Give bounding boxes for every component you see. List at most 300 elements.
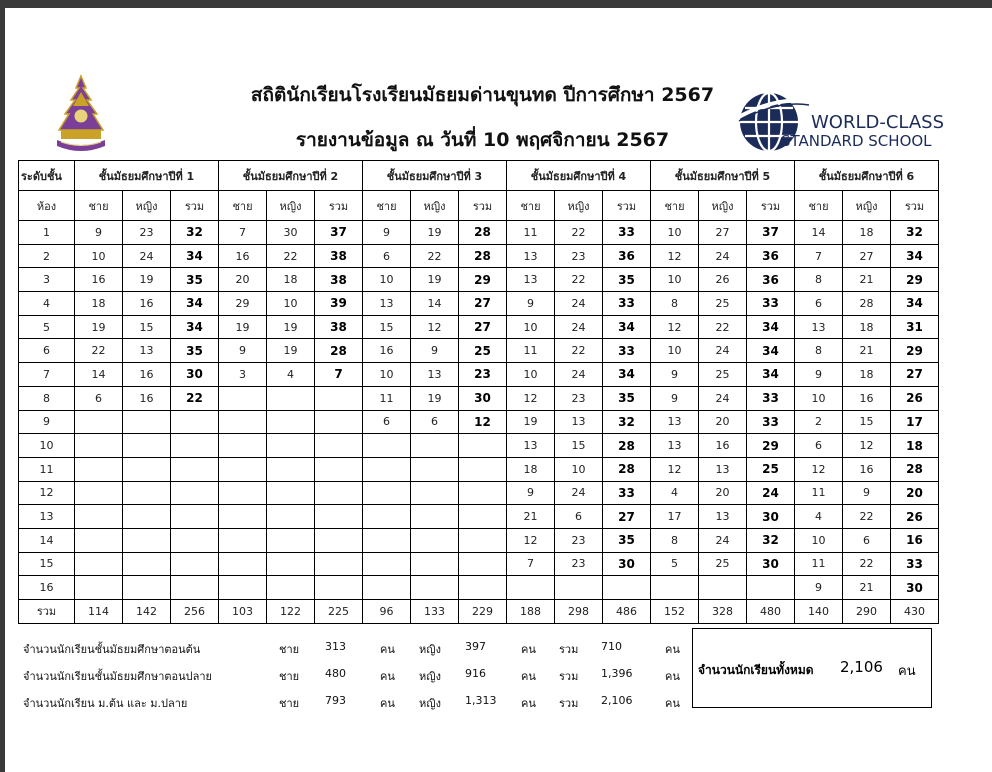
table-cell: 6 <box>795 292 843 316</box>
table-cell <box>75 434 123 458</box>
subheader-row <box>19 191 939 221</box>
document-page <box>5 8 992 772</box>
table-cell: 6 <box>795 434 843 458</box>
male-label: ชาย <box>279 643 300 656</box>
table-cell: 22 <box>555 221 603 245</box>
table-cell <box>459 457 507 481</box>
table-cell <box>219 410 267 434</box>
page-title: สถิตินักเรียนโรงเรียนมัธยมด่านขุนทด ปีการศึกษา 2567 <box>250 84 715 106</box>
total-cell: 229 <box>459 600 507 624</box>
table-cell: 36 <box>603 244 651 268</box>
table-row <box>19 552 939 576</box>
report-date-subtitle: รายงานข้อมูล ณ วันที่ 10 พฤศจิกายน 2567 <box>295 129 670 151</box>
table-cell: 18 <box>843 315 891 339</box>
table-cell: 27 <box>459 315 507 339</box>
table-cell: 22 <box>843 505 891 529</box>
total-cell: 122 <box>267 600 315 624</box>
table-cell: 11 <box>507 221 555 245</box>
table-cell: 9 <box>411 339 459 363</box>
male-label: ชาย <box>279 697 300 710</box>
table-row <box>19 576 939 600</box>
table-cell: 10 <box>795 528 843 552</box>
room-number: 8 <box>19 386 75 410</box>
table-cell <box>459 434 507 458</box>
column-header: รวม <box>315 191 363 221</box>
table-cell: 20 <box>699 481 747 505</box>
table-cell: 19 <box>267 315 315 339</box>
table-cell <box>315 481 363 505</box>
table-cell: 23 <box>459 363 507 387</box>
table-cell: 16 <box>891 528 939 552</box>
column-header: รวม <box>459 191 507 221</box>
table-cell: 38 <box>315 315 363 339</box>
table-cell <box>315 552 363 576</box>
table-cell: 22 <box>555 339 603 363</box>
column-header: หญิง <box>411 191 459 221</box>
table-cell: 13 <box>555 410 603 434</box>
table-cell: 18 <box>891 434 939 458</box>
table-cell <box>267 457 315 481</box>
summary-label: จำนวนนักเรียนชั้นมัธยมศึกษาตอนปลาย <box>23 670 212 683</box>
total-cell: 142 <box>123 600 171 624</box>
table-cell: 23 <box>555 386 603 410</box>
table-cell: 4 <box>267 363 315 387</box>
table-cell <box>699 576 747 600</box>
table-cell: 10 <box>75 244 123 268</box>
column-header: ชาย <box>795 191 843 221</box>
table-cell: 19 <box>219 315 267 339</box>
table-cell <box>267 434 315 458</box>
unit-label: คน <box>380 670 395 683</box>
table-cell: 17 <box>891 410 939 434</box>
table-cell: 28 <box>603 457 651 481</box>
table-cell: 16 <box>699 434 747 458</box>
total-cell: 256 <box>171 600 219 624</box>
table-cell: 13 <box>411 363 459 387</box>
table-cell: 25 <box>699 552 747 576</box>
male-count: 793 <box>325 694 346 707</box>
table-cell: 11 <box>507 339 555 363</box>
summary-label: จำนวนนักเรียนชั้นมัธยมศึกษาตอนต้น <box>23 643 201 656</box>
table-cell: 24 <box>123 244 171 268</box>
table-cell: 34 <box>747 339 795 363</box>
table-cell: 16 <box>123 386 171 410</box>
table-cell <box>123 434 171 458</box>
table-cell <box>267 576 315 600</box>
table-row <box>19 315 939 339</box>
table-cell: 28 <box>459 244 507 268</box>
table-cell: 13 <box>507 268 555 292</box>
table-cell <box>315 457 363 481</box>
female-count: 916 <box>465 667 486 680</box>
table-cell: 24 <box>699 244 747 268</box>
table-cell: 15 <box>123 315 171 339</box>
table-row <box>19 292 939 316</box>
total-cell: 225 <box>315 600 363 624</box>
table-cell: 7 <box>315 363 363 387</box>
unit-label: คน <box>665 643 680 656</box>
table-cell: 17 <box>651 505 699 529</box>
table-cell: 9 <box>363 221 411 245</box>
unit-label: คน <box>521 643 536 656</box>
table-cell: 12 <box>507 528 555 552</box>
table-cell: 23 <box>555 528 603 552</box>
table-cell: 9 <box>651 386 699 410</box>
grand-total-value: 2,106 <box>840 658 883 676</box>
table-cell: 12 <box>795 457 843 481</box>
table-cell <box>363 434 411 458</box>
column-header: หญิง <box>555 191 603 221</box>
table-cell: 15 <box>555 434 603 458</box>
table-cell: 26 <box>699 268 747 292</box>
table-cell: 16 <box>843 457 891 481</box>
table-cell: 26 <box>891 386 939 410</box>
table-cell: 19 <box>123 268 171 292</box>
room-number: 6 <box>19 339 75 363</box>
table-cell: 15 <box>843 410 891 434</box>
table-cell <box>123 528 171 552</box>
total-cell: 140 <box>795 600 843 624</box>
table-cell: 25 <box>459 339 507 363</box>
table-cell: 9 <box>507 292 555 316</box>
table-cell: 29 <box>747 434 795 458</box>
table-cell: 10 <box>795 386 843 410</box>
table-cell <box>459 528 507 552</box>
table-cell: 12 <box>651 315 699 339</box>
table-cell: 23 <box>555 552 603 576</box>
table-cell: 16 <box>363 339 411 363</box>
table-cell: 28 <box>315 339 363 363</box>
table-cell: 14 <box>795 221 843 245</box>
table-cell: 34 <box>747 363 795 387</box>
male-count: 313 <box>325 640 346 653</box>
room-number: 2 <box>19 244 75 268</box>
male-count: 480 <box>325 667 346 680</box>
table-cell: 9 <box>75 221 123 245</box>
table-cell: 35 <box>603 528 651 552</box>
table-cell: 20 <box>891 481 939 505</box>
table-cell: 24 <box>699 386 747 410</box>
table-cell: 8 <box>795 268 843 292</box>
table-cell: 13 <box>507 244 555 268</box>
student-statistics-table <box>18 160 939 624</box>
table-cell: 10 <box>507 363 555 387</box>
table-cell: 25 <box>699 363 747 387</box>
logo-wordmark-line2: STANDARD SCHOOL <box>781 132 932 150</box>
table-cell <box>171 552 219 576</box>
female-label: หญิง <box>419 670 441 683</box>
column-header: รวม <box>171 191 219 221</box>
female-count: 1,313 <box>465 694 497 707</box>
table-cell: 19 <box>411 221 459 245</box>
total-cell: 103 <box>219 600 267 624</box>
table-cell <box>363 457 411 481</box>
table-cell: 10 <box>363 268 411 292</box>
table-cell: 10 <box>651 268 699 292</box>
table-cell <box>363 505 411 529</box>
table-cell: 29 <box>891 339 939 363</box>
table-cell <box>219 457 267 481</box>
table-cell <box>219 481 267 505</box>
room-number: 14 <box>19 528 75 552</box>
table-cell <box>219 552 267 576</box>
table-row <box>19 410 939 434</box>
table-cell: 5 <box>651 552 699 576</box>
table-cell: 22 <box>267 244 315 268</box>
table-cell: 22 <box>75 339 123 363</box>
table-cell: 4 <box>795 505 843 529</box>
total-label: รวม <box>559 643 579 656</box>
table-cell: 18 <box>507 457 555 481</box>
female-count: 397 <box>465 640 486 653</box>
table-cell: 32 <box>171 221 219 245</box>
table-cell: 6 <box>843 528 891 552</box>
table-row <box>19 339 939 363</box>
table-cell: 19 <box>411 268 459 292</box>
table-cell: 8 <box>795 339 843 363</box>
table-cell: 24 <box>555 292 603 316</box>
table-cell: 16 <box>123 363 171 387</box>
table-cell <box>75 528 123 552</box>
table-cell: 8 <box>651 528 699 552</box>
table-cell: 32 <box>603 410 651 434</box>
table-cell: 20 <box>219 268 267 292</box>
table-cell: 13 <box>699 457 747 481</box>
table-cell: 34 <box>891 292 939 316</box>
table-cell: 33 <box>603 221 651 245</box>
table-cell <box>123 481 171 505</box>
column-header: ชาย <box>363 191 411 221</box>
table-cell <box>171 505 219 529</box>
table-cell: 12 <box>411 315 459 339</box>
column-header: ชาย <box>75 191 123 221</box>
table-cell <box>315 505 363 529</box>
table-cell: 28 <box>891 457 939 481</box>
table-cell: 3 <box>219 363 267 387</box>
table-cell <box>507 576 555 600</box>
male-label: ชาย <box>279 670 300 683</box>
table-cell: 38 <box>315 244 363 268</box>
table-cell: 34 <box>747 315 795 339</box>
table-cell: 16 <box>843 386 891 410</box>
table-cell <box>75 410 123 434</box>
table-cell: 18 <box>843 221 891 245</box>
column-header: หญิง <box>123 191 171 221</box>
table-cell: 28 <box>603 434 651 458</box>
table-cell: 16 <box>123 292 171 316</box>
table-cell: 28 <box>843 292 891 316</box>
table-cell: 24 <box>699 339 747 363</box>
table-cell <box>363 528 411 552</box>
table-cell: 22 <box>699 315 747 339</box>
table-cell <box>363 481 411 505</box>
table-cell <box>411 505 459 529</box>
table-cell <box>219 576 267 600</box>
table-cell: 19 <box>75 315 123 339</box>
table-cell <box>555 576 603 600</box>
column-header: รวม <box>747 191 795 221</box>
table-cell: 18 <box>267 268 315 292</box>
table-row <box>19 268 939 292</box>
table-row <box>19 505 939 529</box>
table-cell: 19 <box>411 386 459 410</box>
column-header: หญิง <box>267 191 315 221</box>
table-cell: 9 <box>843 481 891 505</box>
table-cell: 36 <box>747 268 795 292</box>
table-cell <box>123 552 171 576</box>
room-number: 7 <box>19 363 75 387</box>
table-cell <box>75 505 123 529</box>
table-cell <box>459 552 507 576</box>
table-cell: 37 <box>747 221 795 245</box>
table-cell <box>411 481 459 505</box>
table-cell: 33 <box>747 410 795 434</box>
total-count: 2,106 <box>601 694 633 707</box>
table-cell: 10 <box>507 315 555 339</box>
table-cell: 9 <box>795 576 843 600</box>
table-cell <box>315 576 363 600</box>
column-header: หญิง <box>843 191 891 221</box>
table-cell <box>411 457 459 481</box>
table-cell: 14 <box>411 292 459 316</box>
table-cell: 13 <box>795 315 843 339</box>
table-cell <box>411 434 459 458</box>
totals-label: รวม <box>19 600 75 624</box>
table-cell: 9 <box>651 363 699 387</box>
table-cell: 23 <box>123 221 171 245</box>
table-cell: 30 <box>171 363 219 387</box>
table-cell: 38 <box>315 268 363 292</box>
table-cell <box>267 552 315 576</box>
table-cell: 12 <box>459 410 507 434</box>
table-cell <box>267 528 315 552</box>
school-emblem-logo <box>53 74 109 156</box>
table-cell: 33 <box>603 481 651 505</box>
table-cell: 24 <box>747 481 795 505</box>
table-cell: 7 <box>507 552 555 576</box>
table-cell: 12 <box>843 434 891 458</box>
table-cell: 33 <box>891 552 939 576</box>
table-cell: 13 <box>123 339 171 363</box>
table-cell: 33 <box>603 292 651 316</box>
table-cell <box>315 386 363 410</box>
table-cell: 10 <box>267 292 315 316</box>
column-header: ชาย <box>651 191 699 221</box>
table-cell <box>267 386 315 410</box>
table-cell: 27 <box>843 244 891 268</box>
table-cell <box>123 410 171 434</box>
table-cell: 31 <box>891 315 939 339</box>
total-cell: 298 <box>555 600 603 624</box>
table-cell: 37 <box>315 221 363 245</box>
table-row <box>19 221 939 245</box>
total-cell: 96 <box>363 600 411 624</box>
table-cell: 13 <box>651 434 699 458</box>
table-cell: 35 <box>603 268 651 292</box>
table-cell: 22 <box>171 386 219 410</box>
table-cell <box>123 576 171 600</box>
table-cell: 34 <box>603 315 651 339</box>
room-number: 10 <box>19 434 75 458</box>
column-header: รวม <box>891 191 939 221</box>
summary-label: จำนวนนักเรียน ม.ต้น และ ม.ปลาย <box>23 697 188 710</box>
table-cell: 34 <box>171 292 219 316</box>
table-cell: 6 <box>363 410 411 434</box>
room-number: 11 <box>19 457 75 481</box>
table-cell: 27 <box>603 505 651 529</box>
table-cell: 27 <box>891 363 939 387</box>
table-cell: 24 <box>555 363 603 387</box>
room-number: 4 <box>19 292 75 316</box>
table-cell <box>219 528 267 552</box>
table-cell: 6 <box>411 410 459 434</box>
table-cell: 16 <box>219 244 267 268</box>
table-cell <box>363 552 411 576</box>
unit-label: คน <box>665 697 680 710</box>
table-cell: 11 <box>795 552 843 576</box>
table-cell: 33 <box>747 386 795 410</box>
table-cell: 30 <box>459 386 507 410</box>
table-cell <box>171 410 219 434</box>
room-number: 16 <box>19 576 75 600</box>
room-number: 15 <box>19 552 75 576</box>
total-cell: 114 <box>75 600 123 624</box>
unit-label: คน <box>521 670 536 683</box>
table-cell: 30 <box>267 221 315 245</box>
table-cell <box>459 576 507 600</box>
unit-label: คน <box>521 697 536 710</box>
totals-row <box>19 600 939 624</box>
grand-total-unit: คน <box>898 664 916 679</box>
table-cell: 9 <box>219 339 267 363</box>
table-cell: 10 <box>651 339 699 363</box>
total-cell: 486 <box>603 600 651 624</box>
grand-total-label: จำนวนนักเรียนทั้งหมด <box>698 663 814 677</box>
total-cell: 328 <box>699 600 747 624</box>
grade-header: ชั้นมัธยมศึกษาปีที่ 4 <box>507 161 651 191</box>
table-cell: 15 <box>363 315 411 339</box>
table-cell <box>75 481 123 505</box>
grade-header: ชั้นมัธยมศึกษาปีที่ 5 <box>651 161 795 191</box>
table-cell: 12 <box>507 386 555 410</box>
unit-label: คน <box>665 670 680 683</box>
column-header: หญิง <box>699 191 747 221</box>
logo-wordmark-line1: WORLD-CLASS <box>811 112 945 133</box>
table-cell: 22 <box>411 244 459 268</box>
table-cell: 2 <box>795 410 843 434</box>
grand-total-box <box>692 628 932 708</box>
table-cell: 20 <box>699 410 747 434</box>
total-cell: 188 <box>507 600 555 624</box>
table-row <box>19 457 939 481</box>
table-cell: 9 <box>507 481 555 505</box>
table-cell: 13 <box>651 410 699 434</box>
table-cell: 32 <box>891 221 939 245</box>
table-cell: 9 <box>795 363 843 387</box>
table-cell: 21 <box>843 339 891 363</box>
table-cell: 4 <box>651 481 699 505</box>
table-cell: 24 <box>699 528 747 552</box>
table-cell: 10 <box>651 221 699 245</box>
table-cell <box>411 552 459 576</box>
table-cell: 34 <box>171 315 219 339</box>
table-cell: 21 <box>507 505 555 529</box>
table-cell: 11 <box>795 481 843 505</box>
grade-header-row <box>19 161 939 191</box>
table-cell: 35 <box>171 268 219 292</box>
table-cell: 36 <box>747 244 795 268</box>
table-cell: 26 <box>891 505 939 529</box>
